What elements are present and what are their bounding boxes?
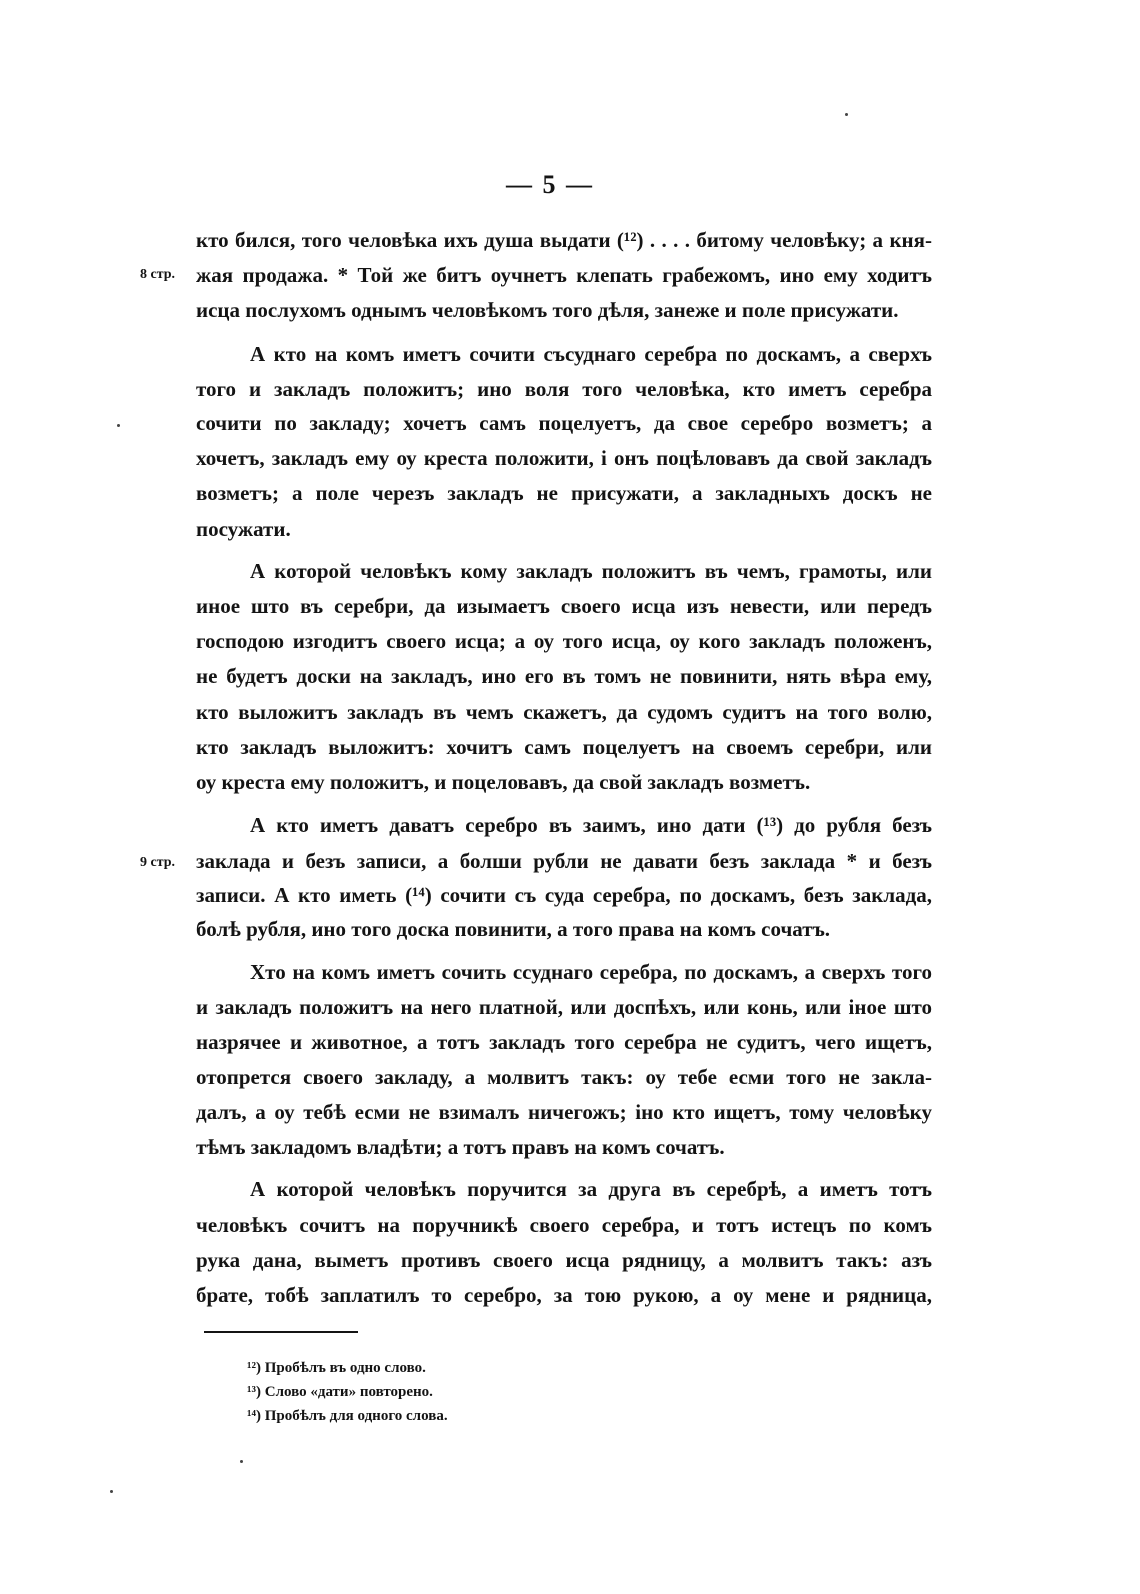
text-line: господою изгодитъ своего исца; а оу того исца, оу кого закладъ положенъ,: [196, 629, 932, 653]
text-line: далъ, а оу тебѣ есми не взималъ ничегожъ; іно кто ищетъ, тому человѣку: [196, 1100, 932, 1124]
text-line: и закладъ положитъ на него платной, или доспѣхъ, или конь, или іное што: [196, 995, 932, 1019]
text-line: человѣкъ сочитъ на поручникѣ своего серебра, и тотъ истецъ по комъ: [196, 1213, 932, 1237]
text-line: брате, тобѣ заплатилъ то серебро, за тою рукою, а оу мене и рядница,: [196, 1283, 932, 1307]
text-line: хочетъ, закладъ ему оу креста положити, і онъ поцѣловавъ да свой закладъ: [196, 446, 932, 470]
text-line: возметъ; а поле черезъ закладъ не присужати, а закладныхъ доскъ не: [196, 481, 932, 505]
footnote: ¹⁴) Пробѣлъ для одного слова.: [247, 1408, 448, 1424]
text-line: А которой человѣкъ поручится за друга въ серебрѣ, а иметъ тотъ: [250, 1177, 932, 1201]
text-line: жая продажа. * Той же битъ оучнетъ клепать грабежомъ, ино ему ходитъ: [196, 263, 932, 287]
text-line: А кто иметъ даватъ серебро въ заимъ, ино дати (¹³) до рубля безъ: [250, 813, 932, 837]
text-line: не будетъ доски на закладъ, ино его въ томъ не повинити, нять вѣра ему,: [196, 664, 932, 688]
text-line: исца послухомъ однымъ человѣкомъ того дѣля, занеже и поле присужати.: [196, 298, 899, 322]
margin-note: 9 стр.: [140, 855, 176, 870]
text-line: оу креста ему положитъ, и поцеловавъ, да свой закладъ возметъ.: [196, 770, 811, 794]
text-line: заклада и безъ записи, а болши рубли не давати безъ заклада * и безъ: [196, 849, 932, 873]
text-line: А которой человѣкъ кому закладъ положитъ въ чемъ, грамоты, или: [250, 559, 932, 583]
page-number: — 5 —: [506, 170, 594, 199]
print-speck: [117, 424, 120, 427]
text-line: записи. А кто иметь (¹⁴) сочити съ суда серебра, по доскамъ, безъ заклада,: [196, 883, 932, 907]
footnote-divider: [204, 1331, 358, 1333]
text-line: иное што въ серебри, да изымаетъ своего исца изъ невести, или передъ: [196, 594, 932, 618]
text-line: тѣмъ закладомъ владѣти; а тотъ правъ на комъ сочатъ.: [196, 1135, 725, 1159]
text-line: отопрется своего закладу, а молвитъ такъ: оу тебе есми того не закла-: [196, 1065, 932, 1089]
text-line: болѣ рубля, ино того доска повинити, а того права на комъ сочатъ.: [196, 917, 831, 941]
print-speck: [845, 113, 848, 116]
text-line: назрячее и животное, а тотъ закладъ того серебра не судитъ, чего ищетъ,: [196, 1030, 932, 1054]
text-line: кто бился, того человѣка ихъ душа выдати (¹²) . . . . битому человѣку; а кня-: [196, 228, 932, 252]
text-line: посужати.: [196, 517, 291, 541]
text-line: кто закладъ выложитъ: хочитъ самъ поцелуетъ на своемъ серебри, или: [196, 735, 932, 759]
print-speck: [110, 1490, 113, 1493]
footnote: ¹²) Пробѣлъ въ одно слово.: [247, 1360, 426, 1376]
text-line: Хто на комъ иметъ сочить ссуднаго серебра, по доскамъ, а сверхъ того: [250, 960, 932, 984]
text-line: А кто на комъ иметъ сочити съсуднаго серебра по доскамъ, а сверхъ: [250, 342, 932, 366]
text-line: того и закладъ положитъ; ино воля того человѣка, кто иметъ серебра: [196, 377, 932, 401]
text-line: сочити по закладу; хочетъ самъ поцелуетъ, да свое серебро возметъ; а: [196, 411, 932, 435]
margin-note: 8 стр.: [140, 267, 176, 282]
text-line: кто выложитъ закладъ въ чемъ скажетъ, да судомъ судитъ на того волю,: [196, 700, 932, 724]
footnote: ¹³) Слово «дати» повторено.: [247, 1384, 433, 1400]
text-line: рука дана, выметъ противъ своего исца рядницу, а молвитъ такъ: азъ: [196, 1248, 932, 1272]
print-speck: [240, 1460, 243, 1463]
